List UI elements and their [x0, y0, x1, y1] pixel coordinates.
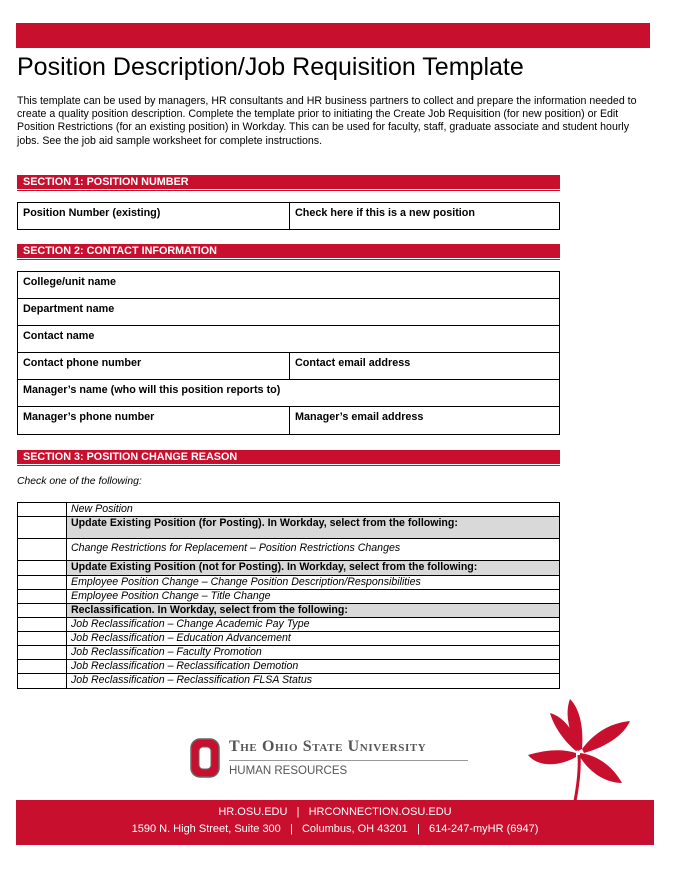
college-row: [18, 272, 559, 299]
option-checkbox[interactable]: [18, 674, 67, 688]
intro-paragraph: This template can be used by managers, HR consultants and HR business partners to collect and prepare the information needed to create a quality position description. Complete the template prior to initiating the Create Job Requisition (for new position) or Edit Position Restrictions (for an existing position) in Workday. This can be used for faculty, staff, graduate associate and student hourly jobs. See the job aid sample worksheet for complete instructions.: [17, 95, 637, 147]
footer-address: 1590 N. High Street, Suite 300 | Columbus, OH 43201 | 614-247-myHR (6947): [131, 823, 539, 835]
option-checkbox[interactable]: [18, 632, 67, 645]
manager-phone-row: [18, 407, 559, 434]
footer-bar: [16, 800, 654, 845]
option-group-label: Update Existing Position (not for Posting). In Workday, select from the following:: [71, 561, 478, 573]
hr-department-name: HUMAN RESOURCES: [229, 765, 348, 777]
logo-divider: [229, 760, 468, 761]
manager-name-field[interactable]: Manager’s name (who will this position reports to): [23, 384, 281, 396]
option-group-label: Reclassification. In Workday, select from the following:: [71, 604, 348, 616]
option-label: New Position: [71, 503, 133, 515]
option-checkbox[interactable]: [18, 539, 67, 560]
option-checkbox[interactable]: [18, 618, 67, 631]
page-title: Position Description/Job Requisition Template: [17, 53, 524, 81]
option-group-header: [18, 561, 559, 576]
option-group-label: Update Existing Position (for Posting). In Workday, select from the following:: [71, 517, 458, 529]
section-1-table: [17, 202, 560, 230]
footer-links[interactable]: HR.OSU.EDU | HRCONNECTION.OSU.EDU: [218, 806, 452, 818]
option-group-header: [18, 517, 559, 539]
contact-phone-field[interactable]: Contact phone number: [23, 357, 142, 369]
section-3-heading: SECTION 3: POSITION CHANGE REASON: [17, 450, 560, 464]
manager-email-field[interactable]: Manager’s email address: [289, 407, 559, 434]
buckeye-leaf-icon: [520, 693, 640, 803]
option-row[interactable]: [18, 503, 559, 517]
option-checkbox: [18, 604, 67, 617]
top-red-bar: [16, 23, 650, 48]
option-group-header: [18, 604, 559, 618]
option-row[interactable]: [18, 590, 559, 604]
option-label: Employee Position Change – Change Position Description/Responsibilities: [71, 576, 421, 588]
option-checkbox[interactable]: [18, 646, 67, 659]
option-checkbox: [18, 561, 67, 575]
option-checkbox[interactable]: [18, 660, 67, 673]
section-1-heading: SECTION 1: POSITION NUMBER: [17, 175, 560, 189]
option-row[interactable]: [18, 632, 559, 646]
position-change-options-table: [17, 502, 560, 689]
section-2-table: [17, 271, 560, 435]
option-row[interactable]: [18, 646, 559, 660]
check-instruction: Check one of the following:: [17, 476, 142, 487]
option-label: Job Reclassification – Reclassification FLSA Status: [71, 674, 313, 686]
option-label: Job Reclassification – Education Advancement: [71, 632, 291, 644]
department-row: [18, 299, 559, 326]
option-checkbox: [18, 517, 67, 538]
option-checkbox[interactable]: [18, 576, 67, 589]
block-o-logo-icon: [190, 738, 220, 778]
option-checkbox[interactable]: [18, 590, 67, 603]
option-label: Job Reclassification – Reclassification Demotion: [71, 660, 299, 672]
department-name-field[interactable]: Department name: [23, 303, 115, 315]
option-label: Employee Position Change – Title Change: [71, 590, 271, 602]
manager-name-row: [18, 380, 559, 407]
option-row[interactable]: [18, 576, 559, 590]
option-row[interactable]: [18, 674, 559, 688]
option-label: Job Reclassification – Faculty Promotion: [71, 646, 262, 658]
option-label: Job Reclassification – Change Academic Pay Type: [71, 618, 310, 630]
contact-name-field[interactable]: Contact name: [23, 330, 95, 342]
manager-phone-field[interactable]: Manager’s phone number: [23, 411, 155, 423]
option-row[interactable]: [18, 618, 559, 632]
option-label: Change Restrictions for Replacement – Position Restrictions Changes: [71, 542, 401, 554]
contact-phone-row: [18, 353, 559, 380]
university-name: The Ohio State University: [229, 738, 427, 755]
new-position-checkbox-field[interactable]: Check here if this is a new position: [289, 203, 559, 229]
option-row[interactable]: [18, 539, 559, 561]
contact-name-row: [18, 326, 559, 353]
option-checkbox[interactable]: [18, 503, 67, 516]
position-number-field[interactable]: Position Number (existing): [23, 207, 161, 219]
section-2-heading: SECTION 2: CONTACT INFORMATION: [17, 244, 560, 258]
contact-email-field[interactable]: Contact email address: [289, 353, 559, 379]
college-unit-field[interactable]: College/unit name: [23, 276, 116, 288]
position-number-row: [18, 203, 559, 229]
option-row[interactable]: [18, 660, 559, 674]
